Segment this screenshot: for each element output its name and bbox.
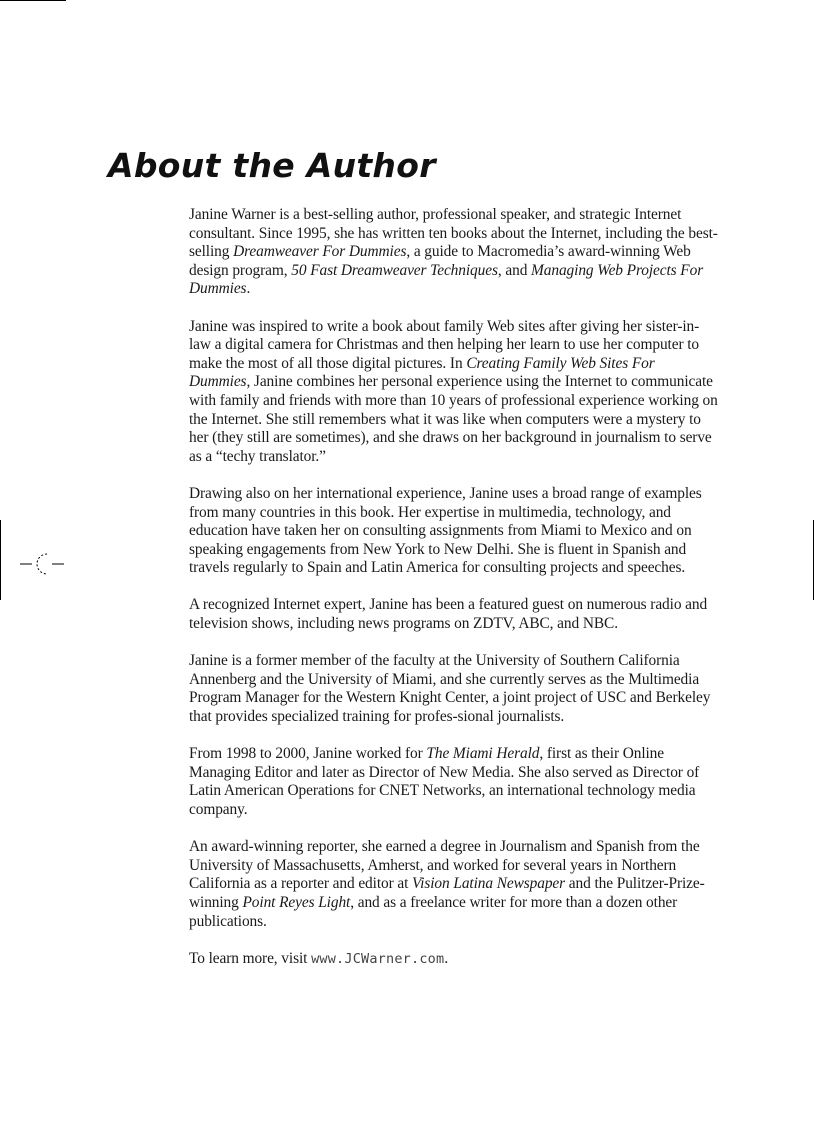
- bio-paragraph: Drawing also on her international experience, Janine uses a broad range of examples from many countries in this book. Her expertise in multimedia, technology, and education have taken her on consulting assignments from Miami to Mexico and on speaking engagements from New York to New Delhi. She is fluent in Spanish and travels regularly to Spain and Latin America for consulting projects and speeches.: [189, 484, 702, 577]
- registration-mark-icon: [20, 546, 66, 582]
- book-title: Creating Family Web Sites For Dummies: [189, 354, 655, 391]
- publication-title: Vision Latina Newspaper: [412, 875, 566, 893]
- page-title: About the Author: [108, 146, 436, 185]
- bio-paragraph: A recognized Internet expert, Janine has been a featured guest on numerous radio and television shows, including news programs on ZDTV, ABC, and NBC.: [189, 596, 708, 633]
- bio-paragraph: From 1998 to 2000, Janine worked for The Miami Herald, first as their Online Managing Editor and later as Director of New Media. She also served as Director of Latin American Operations for CNET Networks, an international technology media company.: [189, 745, 700, 818]
- bio-paragraph: Janine Warner is a best-selling author, professional speaker, and strategic Internet consultant. Since 1995, she has written ten books about the Internet, including the best-selling Dreamweaver For Dummies, a guide to Macromedia’s award-winning Web design program, 50 Fast Dreamweaver Techniques, and Managing Web Projects For Dummies.: [189, 206, 718, 298]
- margin-line-left: [0, 520, 1, 600]
- bio-paragraph: Janine is a former member of the faculty at the University of Southern California Annenberg and the University of Miami, and she currently serves as the Multimedia Program Manager for the Western Knight Center, a joint project of USC and Berkeley that provides specialized training for profes-sional journalists.: [189, 652, 711, 726]
- publication-title: Point Reyes Light: [242, 893, 351, 911]
- book-title: 50 Fast Dreamweaver Techniques: [291, 261, 498, 279]
- author-bio: [189, 206, 719, 968]
- book-title: Dreamweaver For Dummies: [233, 243, 407, 261]
- website-link[interactable]: www.JCWarner.com: [311, 950, 445, 967]
- margin-line-right: [813, 520, 814, 600]
- bio-paragraph: An award-winning reporter, she earned a degree in Journalism and Spanish from the University of Massachusetts, Amherst, and worked for several years in Northern California as a reporter and editor at Vision Latina Newspaper and the Pulitzer-Prize-winning Point Reyes Light, and as a freelance writer for more than a dozen other publications.: [189, 838, 705, 930]
- bio-paragraph: Janine was inspired to write a book about family Web sites after giving her sister-in-law a digital camera for Christmas and then helping her learn to use her computer to make the most of all those digital pictures. In Creating Family Web Sites For Dummies, Janine combines her personal experience using the Internet to communicate with family and friends with more than 10 years of professional experience working on the Internet. She still remembers what it was like when computers were a mystery to her (they still are sometimes), and she draws on her background in journalism to serve as a “techy translator.”: [189, 317, 718, 465]
- crop-mark-top: [0, 0, 66, 1]
- bio-paragraph: To learn more, visit www.JCWarner.com.: [189, 949, 449, 967]
- publication-title: The Miami Herald: [426, 745, 540, 763]
- book-title: Managing Web Projects For Dummies: [189, 261, 704, 298]
